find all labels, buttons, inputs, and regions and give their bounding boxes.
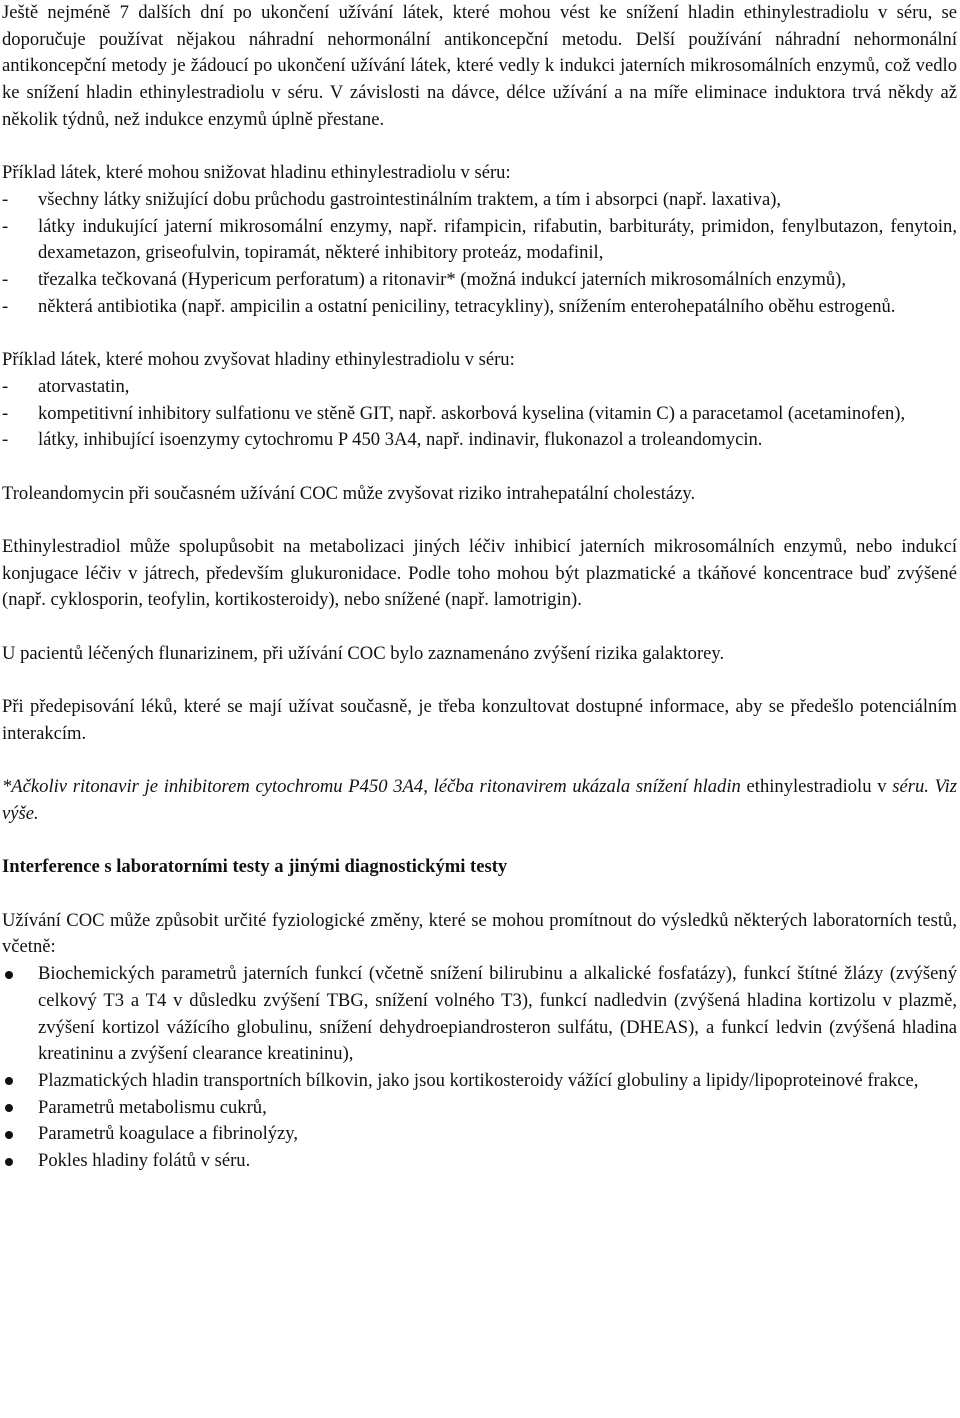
paragraph-metabolism: Ethinylestradiol může spolupůsobit na metabolizaci jiných léčiv inhibicí jaterních mikrosomálních enzymů, nebo indukcí konjugace léčiv v játrech, především glukuronidace. Podle toho mohou být plazmatické a tkáňové koncentrace buď zvýšené (např. cyklosporin, teofylin, kortikosteroidy), nebo snížené (např. lamotrigin). bbox=[2, 536, 957, 611]
dash-marker: - bbox=[2, 215, 9, 237]
list-item-text: Pokles hladiny folátů v séru. bbox=[38, 1150, 251, 1172]
dash-marker: - bbox=[2, 429, 9, 451]
list-item bbox=[2, 214, 957, 267]
list-item-text: látky, inhibující isoenzymy cytochromu P 450 3A4, např. indinavir, flukonazol a troleandomycin. bbox=[38, 429, 763, 451]
decreasing-substances-list bbox=[2, 187, 957, 321]
bullet-icon bbox=[2, 1095, 38, 1122]
paragraph-contraception-advice: Ještě nejméně 7 dalších dní po ukončení užívání látek, které mohou vést ke snížení hladin ethinylestradiolu v séru, se doporučuje používat nějakou náhradní nehormonální antikoncepční metodu. Delší používání náhradní nehormonální antikoncepční metody je žádoucí po ukončení užívání látek, které vedly k indukci jaterních mikrosomálních enzymů, což vedlo ke snížení hladin ethinylestradiolu v séru. V závislosti na dávce, délce užívání a na míře eliminace induktora trvá někdy až několik týdnů, než indukce enzymů úplně přestane. bbox=[2, 2, 957, 130]
paragraph-troleandomycin: Troleandomycin při současném užívání COC může zvyšovat riziko intrahepatální cholestázy. bbox=[2, 482, 696, 504]
list-item bbox=[2, 294, 957, 321]
list-item bbox=[2, 267, 957, 294]
list-item bbox=[2, 374, 957, 401]
list-item-text: Biochemických parametrů jaterních funkcí (včetně snížení bilirubinu a alkalické fosfatázy), funkcí štítné žlázy (zvýšený celkový T3 a T4 v důsledku zvýšení TBG, snížení volného T3), funkcí nadledvin (zvýšená hladina kortizolu v plazmě, zvýšení kortizol vážícího globulinu, snížení dehydroepiandrosteron sulfátu, (DHEAS), a funkcí ledvin (zvýšená hladina kreatininu a zvýšení clearance kreatininu), bbox=[38, 963, 957, 1065]
list-item-text: všechny látky snižující dobu průchodu gastrointestinálním traktem, a tím i absorpci (např. laxativa), bbox=[38, 188, 782, 210]
paragraph-prescribing: Při předepisování léků, které se mají užívat současně, je třeba konzultovat dostupné informace, aby se předešlo potenciálním interakcím. bbox=[2, 696, 957, 744]
dash-marker: - bbox=[2, 402, 9, 424]
list-item bbox=[2, 187, 957, 214]
list-item-text: kompetitivní inhibitory sulfationu ve stěně GIT, např. askorbová kyselina (vitamin C) a paracetamol (acetaminofen), bbox=[38, 402, 906, 424]
list-item-text: látky indukující jaterní mikrosomální enzymy, např. rifampicin, rifabutin, barbituráty, primidon, fenylbutazon, fenytoin, dexametazon, griseofulvin, topiramát, některé inhibitory proteáz, modafinil, bbox=[38, 215, 957, 264]
dash-marker: - bbox=[2, 188, 9, 210]
bullet-icon bbox=[2, 961, 38, 1068]
list-item bbox=[2, 1068, 957, 1095]
paragraph-flunarizine: U pacientů léčených flunarizinem, při užívání COC bylo zaznamenáno zvýšení rizika galaktorey. bbox=[2, 642, 725, 664]
decreasing-substances-intro: Příklad látek, které mohou snižovat hladinu ethinylestradiolu v séru: bbox=[2, 162, 511, 184]
increasing-substances-list bbox=[2, 374, 957, 454]
bullet-icon bbox=[2, 1148, 38, 1175]
section-heading: Interference s laboratorními testy a jinými diagnostickými testy bbox=[2, 856, 508, 878]
list-item bbox=[2, 427, 957, 454]
list-item-text: některá antibiotika (např. ampicilin a ostatní peniciliny, tetracykliny), snížením enterohepatálního oběhu estrogenů. bbox=[38, 295, 896, 317]
lab-tests-list bbox=[2, 961, 957, 1175]
list-item-text: třezalka tečkovaná (Hypericum perforatum) a ritonavir* (možná indukcí jaterních mikrosomálních enzymů), bbox=[38, 269, 846, 291]
list-item-text: atorvastatin, bbox=[38, 375, 130, 397]
section-intro: Užívání COC může způsobit určité fyziologické změny, které se mohou promítnout do výsledků některých laboratorních testů, včetně: bbox=[2, 909, 957, 958]
list-item bbox=[2, 1095, 957, 1122]
list-item-text: Parametrů koagulace a fibrinolýzy, bbox=[38, 1123, 299, 1145]
list-item-text: Plazmatických hladin transportních bílkovin, jako jsou kortikosteroidy vážící globuliny a lipidy/lipoproteinové frakce, bbox=[38, 1069, 919, 1091]
ritonavir-note-part-1: *Ačkoliv ritonavir je inhibitorem cytochromu P450 3A4, léčba ritonavirem ukázala snížení hladin bbox=[2, 776, 741, 798]
dash-marker: - bbox=[2, 375, 9, 397]
bullet-icon bbox=[2, 1068, 38, 1095]
ritonavir-note-part-2: ethinylestradiolu v bbox=[746, 776, 887, 798]
dash-marker: - bbox=[2, 269, 9, 291]
dash-marker: - bbox=[2, 295, 9, 317]
ritonavir-note-part-3: séru. Viz výše. bbox=[2, 776, 957, 824]
increasing-substances-intro: Příklad látek, které mohou zvyšovat hladiny ethinylestradiolu v séru: bbox=[2, 349, 515, 371]
paragraph-ritonavir-note bbox=[2, 774, 957, 827]
bullet-icon bbox=[2, 1121, 38, 1148]
decreasing-substances-block bbox=[2, 160, 957, 320]
list-item bbox=[2, 401, 957, 428]
list-item bbox=[2, 1148, 957, 1175]
list-item bbox=[2, 1121, 957, 1148]
increasing-substances-block bbox=[2, 347, 957, 454]
list-item-text: Parametrů metabolismu cukrů, bbox=[38, 1096, 267, 1118]
list-item bbox=[2, 961, 957, 1068]
